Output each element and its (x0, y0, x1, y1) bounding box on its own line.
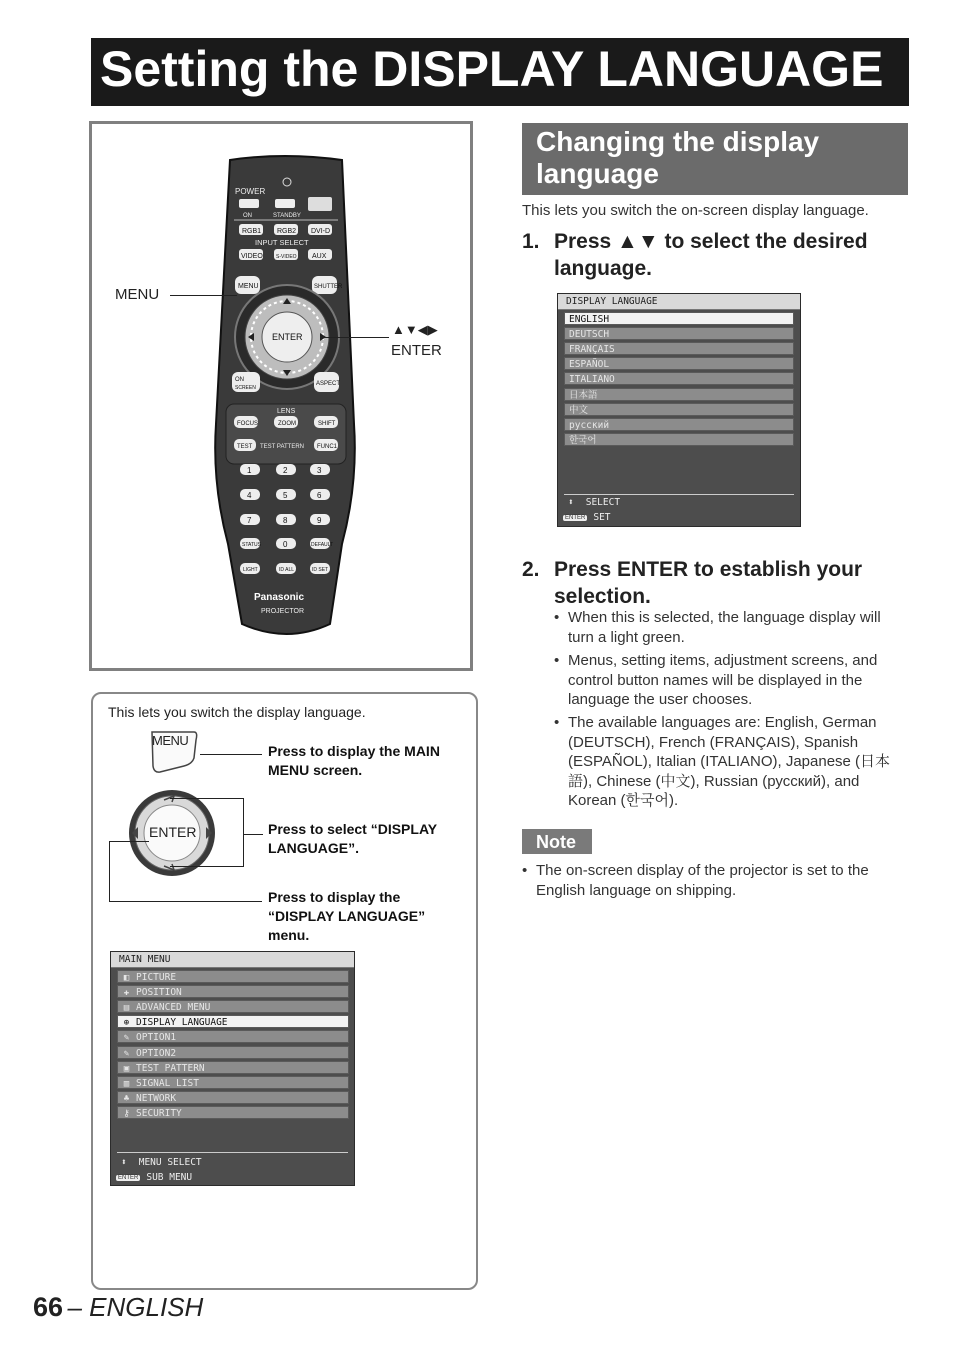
step2-heading: Press ENTER to establish your selection. (554, 558, 863, 608)
display-language-osd: DISPLAY LANGUAGE ENGLISH DEUTSCH FRANÇAIS ESPAÑOL ITALIANO 日本語 中文 русский 한국어 ⬍ SELECT ENTER SET (557, 293, 801, 527)
key-icon: ⚷ (123, 1108, 130, 1119)
svg-text:TEST PATTERN: TEST PATTERN (260, 444, 305, 450)
signal-list-icon: ▥ (123, 1078, 130, 1089)
svg-text:ON: ON (243, 213, 252, 219)
menu-item[interactable] (117, 985, 349, 998)
language-option[interactable]: 中文 (564, 403, 794, 416)
picture-icon: ◧ (123, 973, 130, 983)
remote-control-illustration (92, 124, 470, 668)
svg-text:1: 1 (247, 466, 252, 475)
menu-item[interactable] (117, 1030, 349, 1043)
step1-heading: Press ▲▼ to select the desired language. (554, 230, 868, 280)
svg-text:ZOOM: ZOOM (278, 421, 296, 427)
menu-item[interactable] (117, 1061, 349, 1074)
menu-item[interactable] (117, 1046, 349, 1059)
svg-text:ASPECT: ASPECT (316, 381, 341, 387)
bullet-item: • When this is selected, the language display will turn a light green. (568, 608, 908, 647)
language-option[interactable]: русский (564, 418, 794, 431)
brand-logo: Panasonic (254, 592, 305, 603)
step3-line (109, 901, 262, 902)
section-heading: Changing the display language (536, 126, 820, 189)
enter-dial-icon: ENTER (124, 788, 219, 878)
svg-text:DVI-D: DVI-D (311, 228, 331, 235)
svg-text:INPUT SELECT: INPUT SELECT (255, 238, 309, 247)
svg-text:PROJECTOR: PROJECTOR (261, 608, 305, 615)
svg-text:ON: ON (235, 377, 244, 383)
position-icon: ✚ (123, 988, 130, 999)
menu-item[interactable] (117, 1015, 349, 1028)
svg-text:SHIFT: SHIFT (318, 421, 336, 427)
test-pattern-icon: ▣ (123, 1063, 130, 1074)
section-intro: This lets you switch the on-screen display language. (522, 202, 869, 219)
menu-callout-line (170, 295, 237, 296)
svg-text:DEFAULT: DEFAULT (311, 542, 334, 548)
remote-illustration-panel (89, 121, 473, 671)
svg-text:RGB1: RGB1 (242, 228, 262, 235)
operation-steps-panel (91, 692, 478, 1290)
main-menu-osd: MAIN MENU ◧ PICTURE ✚ POSITION ▤ ADVANCED MENU ⊕ DISPLAY LANGUAGE ✎ OPTION1 ✎ OPTION2 ▣ TEST PATTERN ▥ SIGNAL LIST ♣ NETWORK ⚷ SECURITY ⬍ MENU SELECT ENTER SUB MENU (110, 951, 355, 1186)
svg-text:9: 9 (317, 516, 322, 525)
updown-icon: ⬍ (568, 497, 574, 508)
svg-text:ID ALL: ID ALL (279, 567, 295, 573)
svg-text:6: 6 (317, 491, 322, 500)
globe-icon: ⊕ (123, 1018, 130, 1029)
osd-title: MAIN MENU (111, 952, 354, 968)
menu-item-label: SIGNAL LIST (136, 1077, 199, 1089)
option-icon: ✎ (123, 1033, 130, 1044)
enter-icon: ENTER (118, 1175, 139, 1181)
option-icon: ✎ (123, 1048, 130, 1059)
menu-item[interactable] (117, 1076, 349, 1089)
updown-icon: ⬍ (121, 1157, 127, 1168)
step3-text: Press to display the “DISPLAY LANGUAGE” menu. (268, 889, 426, 943)
svg-text:SCREEN: SCREEN (235, 385, 256, 391)
section-heading-bar (522, 123, 908, 195)
arrows-callout: ▲▼◀▶ (392, 322, 438, 337)
menu-item[interactable] (117, 1000, 349, 1013)
menu-key-icon: MENU (150, 730, 195, 770)
enter-callout-line (321, 337, 389, 338)
bullet-item: • The available languages are: English, German (DEUTSCH), French (FRANÇAIS), Spanish (ESPAÑOL), Italian (ITALIANO), Japanese (日本語), Chinese (中文), Russian (русский), and Korean (한국어). (568, 713, 908, 811)
steps-intro: This lets you switch the display language. (108, 704, 366, 720)
svg-text:5: 5 (283, 491, 288, 500)
note-text: • The on-screen display of the projector is set to the English language on shipping. (536, 861, 906, 900)
step1-text: Press to display the MAIN MENU screen. (268, 743, 440, 778)
menu-callout: MENU (115, 286, 160, 303)
svg-text:VIDEO: VIDEO (241, 253, 263, 260)
svg-text:8: 8 (283, 516, 288, 525)
svg-text:STANDBY: STANDBY (273, 213, 301, 219)
svg-text:RGB2: RGB2 (277, 228, 297, 235)
menu-item-label: TEST PATTERN (136, 1062, 205, 1074)
menu-item-label: NETWORK (136, 1092, 177, 1104)
svg-text:TEST: TEST (237, 444, 253, 450)
bullet-item: • Menus, setting items, adjustment screens, and control button names will be displayed in the language the user chooses. (568, 651, 908, 710)
menu-item-label: ADVANCED MENU (136, 1002, 211, 1014)
enter-callout: ENTER (391, 342, 442, 359)
svg-text:ID SET: ID SET (312, 567, 329, 573)
menu-item-label: OPTION1 (136, 1032, 177, 1044)
svg-text:0: 0 (283, 540, 288, 549)
language-option[interactable]: ITALIANO (564, 372, 794, 385)
menu-item-label: SECURITY (136, 1107, 182, 1119)
svg-text:LENS: LENS (277, 408, 296, 415)
svg-text:2: 2 (283, 466, 288, 475)
menu-item-label: DISPLAY LANGUAGE (136, 1017, 228, 1029)
step2-bracket (170, 798, 244, 867)
menu-item[interactable] (117, 970, 349, 983)
language-option[interactable]: ENGLISH (564, 312, 794, 325)
svg-text:STATUS: STATUS (242, 542, 261, 548)
step2-number: 2. (522, 558, 540, 581)
svg-text:AUX: AUX (312, 253, 327, 260)
footer-language: – ENGLISH (67, 1292, 204, 1322)
svg-text:3: 3 (317, 466, 322, 475)
svg-text:MENU: MENU (238, 283, 259, 290)
page-footer (33, 1292, 203, 1323)
svg-text:SHUTTER: SHUTTER (314, 284, 343, 290)
enter-icon: ENTER (565, 515, 586, 521)
title-bar (91, 38, 909, 106)
svg-text:S-VIDEO: S-VIDEO (276, 254, 297, 260)
advanced-icon: ▤ (123, 1003, 130, 1014)
language-option[interactable]: 日本語 (564, 388, 794, 401)
menu-item[interactable] (117, 1106, 349, 1119)
step2-text: Press to select “DISPLAY LANGUAGE”. (268, 821, 437, 856)
svg-text:7: 7 (247, 516, 252, 525)
menu-item-label: OPTION2 (136, 1047, 177, 1059)
language-option[interactable]: ESPAÑOL (564, 357, 794, 370)
menu-item-label: PICTURE (136, 972, 177, 983)
language-option[interactable]: FRANÇAIS (564, 342, 794, 355)
note-tag: Note (522, 829, 592, 854)
svg-text:LIGHT: LIGHT (243, 567, 258, 573)
language-option[interactable]: DEUTSCH (564, 327, 794, 340)
step1-line (200, 754, 262, 755)
menu-item[interactable] (117, 1091, 349, 1104)
svg-text:FOCUS: FOCUS (237, 421, 258, 427)
page-number: 66 (33, 1292, 64, 1322)
power-label: POWER (235, 187, 266, 196)
page-title: Setting the DISPLAY LANGUAGE (100, 41, 884, 97)
svg-text:ENTER: ENTER (272, 332, 303, 342)
network-icon: ♣ (123, 1093, 130, 1104)
language-option[interactable]: 한국어 (564, 433, 794, 446)
svg-text:4: 4 (247, 491, 252, 500)
step1-number: 1. (522, 230, 540, 253)
menu-item-label: POSITION (136, 987, 182, 999)
svg-text:FUNC1: FUNC1 (317, 444, 338, 450)
